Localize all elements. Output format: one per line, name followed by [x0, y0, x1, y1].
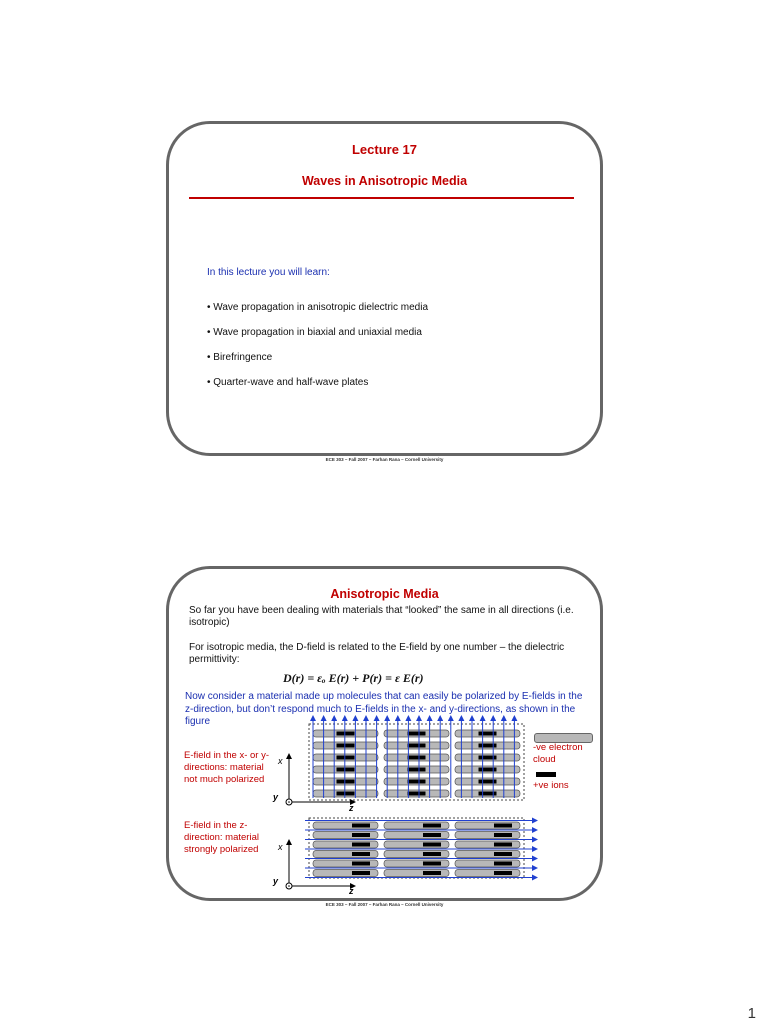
ion [337, 744, 355, 748]
ion [408, 780, 426, 784]
y-axis-label: y [273, 792, 279, 802]
ion [494, 833, 512, 837]
ion [408, 756, 426, 760]
bullet-item: • Birefringence [207, 352, 273, 363]
ion [352, 833, 370, 837]
bullet-item: • Quarter-wave and half-wave plates [207, 377, 369, 388]
ion [479, 732, 497, 736]
ion [423, 833, 441, 837]
legend-electron-cloud-label: -ve electron cloud [533, 742, 583, 765]
ion [494, 871, 512, 875]
legend-ion-swatch [536, 772, 556, 777]
ion [494, 852, 512, 856]
ion [479, 744, 497, 748]
lecture-number: Lecture 17 [351, 142, 418, 157]
figure-z-field [269, 814, 539, 894]
slide-footer: ECE 303 – Fall 2007 – Farhan Rana – Cornell University [325, 902, 444, 907]
ion [337, 792, 355, 796]
bullet-item: • Wave propagation in anisotropic dielectric media [207, 302, 429, 313]
paragraph-permittivity: For isotropic media, the D-field is related to the E-field by one number – the dielectric permittivity: [189, 642, 565, 665]
x-axis-label: x [278, 756, 283, 766]
ion [423, 862, 441, 866]
ion [479, 780, 497, 784]
ion [352, 824, 370, 828]
ion [352, 871, 370, 875]
molecule-grid [313, 730, 520, 797]
paragraph-anisotropic: Now consider a material made up molecules that can easily be polarized by E-fields in the z-direction, but don’t respond much to E-fields in the x- and y-directions, as shown in the figure [185, 691, 583, 727]
slide-title: Anisotropic Media [330, 587, 439, 601]
z-axis-label: z [349, 886, 354, 894]
bullet-item: • Wave propagation in biaxial and uniaxial media [207, 327, 422, 338]
ion [423, 824, 441, 828]
ion [494, 824, 512, 828]
ion [408, 744, 426, 748]
ion [408, 768, 426, 772]
ion [479, 756, 497, 760]
lecture-title: Waves in Anisotropic Media [301, 174, 468, 188]
ion [494, 843, 512, 847]
legend-ions-label: +ve ions [533, 780, 569, 791]
equation: D(r) = εₒ E(r) + P(r) = ε E(r) [283, 671, 424, 685]
slide-lecture-title [166, 121, 603, 456]
ion [337, 768, 355, 772]
ion [408, 792, 426, 796]
y-axis-label: y [273, 876, 279, 886]
ion [352, 852, 370, 856]
ion [479, 768, 497, 772]
ion [352, 843, 370, 847]
ion [423, 871, 441, 875]
ion [352, 862, 370, 866]
title-rule [189, 197, 574, 199]
caption-xy-field: E-field in the x- or y-directions: material not much polarized [184, 750, 269, 785]
ion [494, 862, 512, 866]
slide-anisotropic-media [166, 566, 603, 901]
paragraph-isotropic: So far you have been dealing with materials that “looked” the same in all directions (i.e. isotropic) [189, 605, 574, 628]
caption-z-field: E-field in the z-direction: material strongly polarized [184, 820, 259, 855]
ion [337, 732, 355, 736]
ion [423, 843, 441, 847]
slide-footer: ECE 303 – Fall 2007 – Farhan Rana – Cornell University [325, 457, 444, 462]
figure-xy-field [269, 714, 539, 814]
x-axis-label: x [278, 842, 283, 852]
ion [337, 756, 355, 760]
z-axis-label: z [349, 803, 354, 813]
ion [408, 732, 426, 736]
ion [337, 780, 355, 784]
ion [423, 852, 441, 856]
ion [479, 792, 497, 796]
page-number: 1 [747, 1005, 756, 1022]
intro-text: In this lecture you will learn: [207, 267, 330, 278]
